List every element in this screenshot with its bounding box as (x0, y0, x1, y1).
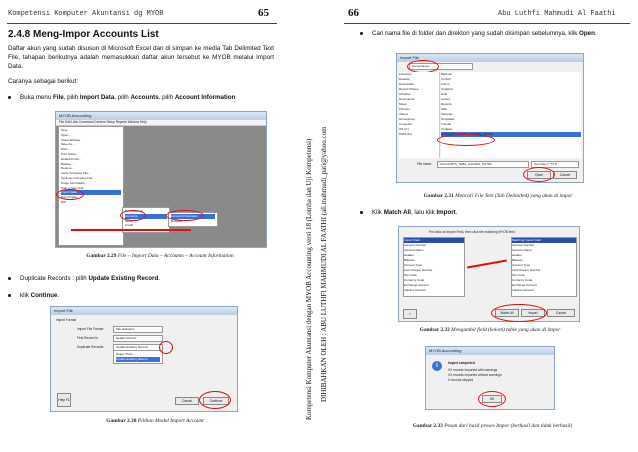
duplicate-option-update[interactable]: Update Existing Record (116, 357, 160, 362)
duplicate-records-select[interactable]: Update Existing Record (113, 344, 163, 351)
cancel-button[interactable]: Cancel (175, 397, 199, 405)
duplicate-records-options[interactable] (113, 350, 163, 364)
matching-field-item[interactable]: Balance (512, 258, 523, 262)
ok-button[interactable]: OK (482, 395, 502, 403)
import-submenu-item-accounts[interactable]: Accounts (125, 214, 167, 219)
left-running-header: Kompetensi Komputer Akuntansi dg MYOB (8, 10, 164, 18)
highlight-ring-icon (523, 167, 555, 182)
folder-item[interactable]: Tutorial (441, 122, 451, 126)
file-menu-item[interactable]: New... (61, 128, 70, 132)
file-menu-item[interactable]: Print... (61, 147, 70, 152)
bullet-dot (8, 277, 11, 280)
import-field-item[interactable]: Account Name (404, 248, 424, 252)
highlight-ring-icon (437, 134, 495, 146)
file-type-select[interactable]: Text Files (*.TXT) (531, 161, 579, 168)
matching-field-header: Matching Import Field (512, 238, 576, 243)
nav-item[interactable]: Homegroup (399, 117, 415, 121)
matching-field-list[interactable] (511, 237, 577, 297)
steps-intro: Caranya sebagai berikut: (8, 78, 79, 85)
nav-item[interactable]: Videos (399, 112, 409, 116)
window-titlebar: MYOB Accounting (56, 112, 266, 120)
import-submenu-item[interactable]: Tax Code List (125, 209, 144, 213)
right-running-header: Abu Luthfi Mahmudi Al Faathi (498, 10, 616, 18)
bullet-dot (360, 32, 363, 35)
file-menu-item[interactable]: Exit (61, 199, 67, 204)
message-detail: XX records imported without warnings (448, 373, 502, 377)
nav-item[interactable]: Downloads (399, 82, 414, 86)
folder-item[interactable]: Reports (441, 102, 452, 106)
red-arrow-icon (71, 229, 191, 231)
import-file-format-select[interactable]: Tab-delimited (113, 326, 163, 333)
file-menu-item[interactable]: Restore... (61, 166, 75, 171)
bullet-dot (8, 96, 11, 99)
file-menu-item[interactable]: Purge Information... (61, 180, 88, 185)
folder-item[interactable]: Samples (441, 112, 453, 116)
bullet-duplicate-records: Duplicate Records : pilih Update Existing Record. (8, 275, 160, 283)
highlight-ring-icon (159, 341, 173, 354)
bullet-find-file: Cari nama file di folder dan direktori yang sudah disimpan sebelumnya, klik Open. (360, 30, 628, 38)
nav-item[interactable]: Recent Places (399, 87, 419, 91)
file-menu-item[interactable]: Optimise Company File... (61, 175, 95, 180)
highlight-ring-icon (166, 210, 204, 221)
right-page-number: 66 (348, 7, 359, 19)
matching-field-item[interactable]: Inactive Account (512, 288, 534, 292)
message-detail: 0 records skipped (448, 378, 474, 382)
nav-item[interactable]: Favorites (399, 72, 412, 76)
bullet-open-file-menu: Buka menu File, pilih Import Data, pilih Accounts, pilih Account Information (8, 94, 276, 102)
left-page-number: 65 (258, 7, 269, 19)
folder-item[interactable]: Help (441, 92, 448, 96)
help-button[interactable]: Help F1 (57, 393, 71, 407)
message-title: Import completed (448, 361, 475, 365)
left-header-rule (7, 23, 277, 24)
bullet-click-continue: klik Continue. (8, 292, 59, 300)
folder-item[interactable]: Forms (441, 82, 450, 86)
import-format-group-label: Import Format (56, 318, 77, 322)
file-menu-dropdown[interactable] (58, 126, 124, 246)
import-button[interactable]: Import (521, 309, 545, 317)
highlight-ring-icon (478, 391, 506, 407)
matching-field-item[interactable]: Exchange Account (512, 283, 537, 287)
spine-donor-line: DIHIBAHKAN OLEH : ABU LUTHFI MAHMUDI AL FAATHI (ali.mahmudi_pati@yahoo.com (320, 126, 328, 402)
menu-bar[interactable]: File Edit Lists Command Centres Setup Reports Window Help (56, 120, 266, 126)
cancel-button[interactable]: Cancel (547, 309, 575, 317)
nav-item[interactable]: OS (C:) (399, 127, 410, 131)
nav-item[interactable]: Pictures (399, 107, 410, 111)
help-button[interactable]: ? (403, 309, 417, 319)
continue-button[interactable]: Continue (203, 397, 229, 405)
import-field-item[interactable]: Currency Code (404, 278, 425, 282)
match-all-button[interactable]: Match All (495, 309, 519, 317)
nav-item[interactable]: DATA (D:) (399, 132, 413, 136)
bullet-dot (360, 211, 363, 214)
navigation-pane[interactable] (399, 72, 440, 158)
folder-item[interactable]: Updates (441, 127, 453, 131)
import-field-item[interactable]: Balance (404, 258, 415, 262)
file-menu-item[interactable]: Save As... (61, 142, 75, 147)
highlight-ring-icon (56, 189, 84, 200)
file-menu-item[interactable]: Export Data (61, 195, 77, 200)
red-arrow-icon (467, 260, 507, 269)
right-header-rule (344, 23, 630, 24)
cancel-button[interactable]: Cancel (553, 171, 577, 179)
figure-2-32-match-dialog (398, 226, 580, 322)
folder-item[interactable]: Letters (441, 97, 451, 101)
import-submenu-item[interactable]: Items (125, 218, 133, 223)
file-menu-item[interactable]: Default Fonts... (61, 156, 82, 161)
file-menu-item[interactable]: Open... (61, 132, 71, 137)
figure-2-32-caption: Gambar 2.32 Mengambil field (kolom) table yang akan di impor (419, 327, 561, 333)
file-menu-item[interactable]: Verify Company File... (61, 171, 91, 176)
import-field-item[interactable]: Last Cheque Number (404, 268, 433, 272)
nav-item[interactable]: Music (399, 102, 407, 106)
nav-item[interactable]: Documents (399, 97, 415, 101)
folder-item[interactable]: Graphics (441, 87, 454, 91)
spine-book-title: Kompetensi Komputer Akuntansi dengan MYOB Accounting versi 18 (Lomba dan Uji Kompetensi) (305, 138, 313, 420)
import-field-item[interactable]: Account Type (404, 263, 423, 267)
import-field-item[interactable]: Header (404, 253, 414, 257)
figure-2-31-caption: Gambar 2.31 Mencari File Text (Tab Delimited) yang akan di impor (423, 193, 573, 199)
import-field-header: Import Field (404, 238, 464, 243)
import-field-item[interactable]: Inactive Account (404, 288, 426, 292)
selected-file-item[interactable]: ACCOUNTS_TEBA_GANAPA_PUTRA (441, 132, 581, 137)
figure-2-30-caption: Gambar 2.30 Pilihan Model Import Account (106, 418, 204, 424)
highlight-ring-icon (199, 391, 231, 409)
message-titlebar: MYOB Accounting (426, 347, 554, 355)
nav-item[interactable]: Libraries (399, 92, 411, 96)
nav-item[interactable]: Computer (399, 122, 413, 126)
import-field-item[interactable]: Exchange Account (404, 283, 429, 287)
dialog-titlebar: Import File (51, 307, 237, 315)
matching-field-item[interactable]: Account Number (512, 243, 535, 247)
duplicate-option[interactable]: Reject Them (116, 352, 133, 356)
file-menu-item[interactable]: Close Window (61, 137, 81, 142)
import-field-list[interactable] (403, 237, 465, 297)
file-menu-item[interactable]: Backup... (61, 161, 74, 166)
matching-field-item[interactable]: Tax Code (512, 273, 525, 277)
accounts-submenu-item[interactable]: Budgets (171, 218, 183, 223)
folder-item[interactable]: Bantuan (441, 72, 453, 76)
folder-item[interactable]: Contoh (441, 77, 451, 81)
import-file-format-label: Import File Format: (77, 327, 104, 331)
first-record-label: First Record is: (77, 336, 99, 340)
import-submenu-item[interactable]: Cards (125, 223, 134, 228)
intro-paragraph: Daftar akun yang sudah disusun di Microsoft Excel dan di simpan ke media Tab Delimited Text File, tahapan berikutnya adalah memasukkan daftar akun tersebut ke MYOB melalui Import Data. (8, 45, 274, 70)
file-menu-item[interactable]: Print Setup... (61, 151, 79, 156)
figure-2-29-caption: Gambar 2.29 File – Import Data – Accounts – Account Information (86, 253, 234, 259)
matching-field-item[interactable]: Currency Code (512, 278, 533, 282)
matching-field-item[interactable]: Header (512, 253, 522, 257)
import-field-item[interactable]: Tax Code (404, 273, 417, 277)
highlight-ring-icon (120, 210, 146, 221)
duplicate-records-label: Duplicate Records: (77, 345, 104, 349)
section-title: 2.4.8 Meng-Impor Accounts List (8, 29, 159, 40)
match-instruction: Pre-click an Import Field, then click the matching MYOB field. (429, 230, 516, 234)
bullet-dot (8, 294, 11, 297)
figure-2-29-myob-window (55, 111, 267, 248)
nav-item[interactable]: Desktop (399, 77, 411, 81)
address-bar[interactable]: Accounting ▸ (409, 63, 473, 70)
matching-field-item[interactable]: Account Type (512, 263, 531, 267)
import-field-item[interactable]: Account Number (404, 243, 427, 247)
file-menu-item[interactable]: Start a New Year (61, 185, 84, 190)
message-detail: XX records imported with warnings (448, 368, 498, 372)
file-menu-item-import-data[interactable]: Import Data (61, 190, 121, 195)
open-button[interactable]: Open (527, 171, 551, 179)
accounts-submenu-item-account-information[interactable]: Account Information (171, 214, 215, 219)
figure-2-30-import-dialog (50, 306, 238, 412)
highlight-ring-icon (491, 304, 547, 322)
matching-field-item[interactable]: Account Name (512, 248, 532, 252)
file-dialog-titlebar: Import File (397, 54, 583, 62)
folder-item[interactable]: SDK (441, 107, 448, 111)
file-name-label: File name: (417, 162, 432, 166)
folder-item[interactable]: Templates (441, 117, 455, 121)
matching-field-item[interactable]: Last Cheque Number (512, 268, 541, 272)
bullet-match-all: Klik Match All, lalu klik Import. (360, 209, 457, 217)
figure-2-31-file-dialog (396, 53, 584, 183)
info-icon: i (432, 361, 442, 371)
figure-2-33-message-box (425, 346, 555, 410)
first-record-select[interactable]: Header Record (113, 335, 163, 342)
file-name-input[interactable]: ACCOUNTS_TEBA_GANAPA_PUTRA (437, 161, 529, 168)
figure-2-33-caption: Gambar 2.33 Pesan dari hasil proses Impor (berhasil dan tidak berhasil) (412, 423, 573, 429)
